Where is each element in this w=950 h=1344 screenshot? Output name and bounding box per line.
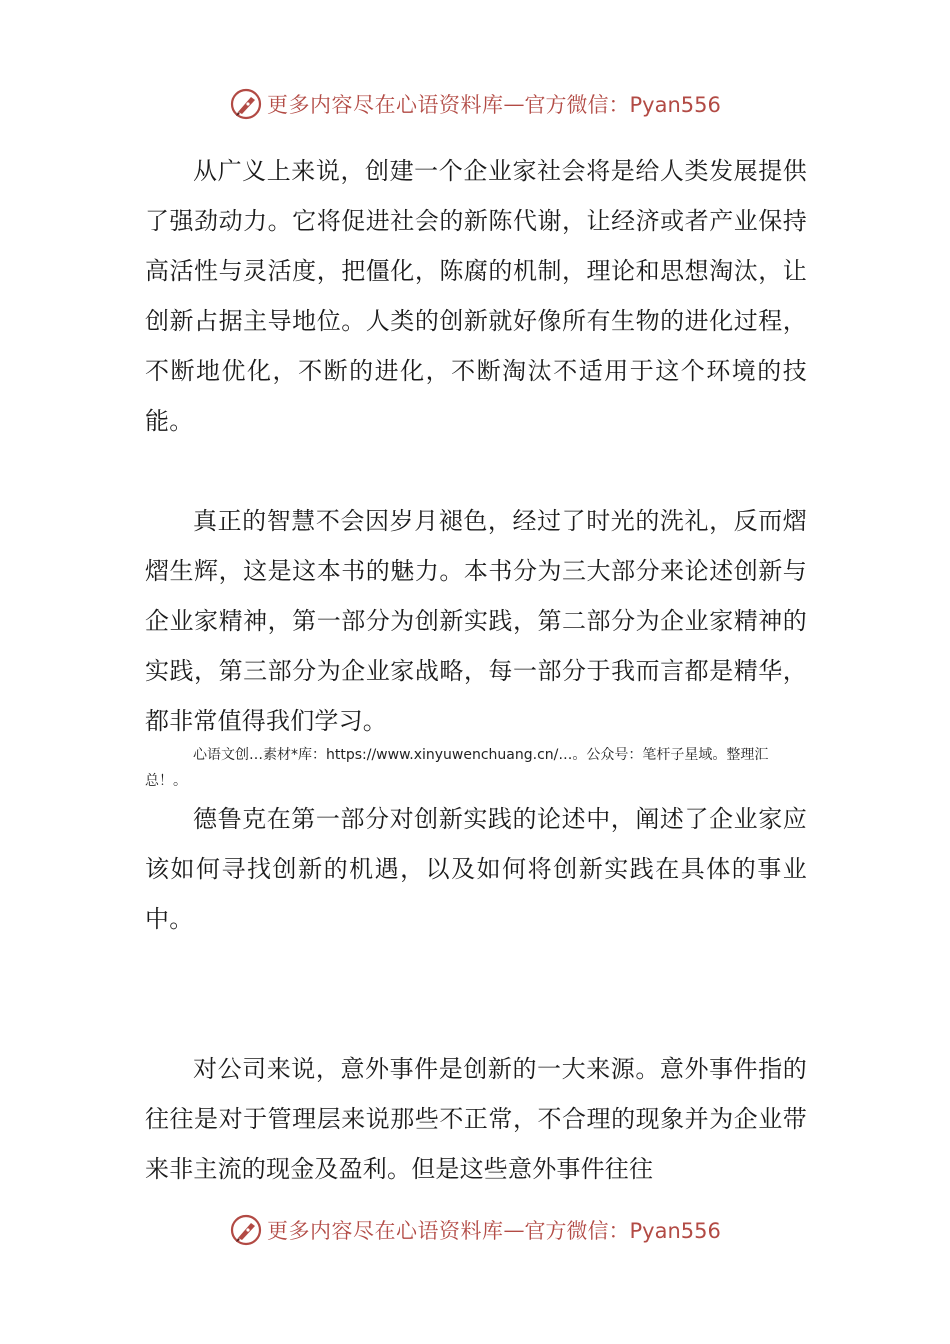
pen-nib-circle-icon — [229, 87, 263, 121]
banner-separator: — — [503, 1218, 525, 1242]
banner-wechat-text: 官方微信：Pyan556 — [524, 1219, 721, 1243]
banner-wechat-text: 官方微信：Pyan556 — [524, 93, 721, 117]
banner-brand-text: 更多内容尽在心语资料库 — [267, 1219, 504, 1243]
pen-nib-circle-icon — [229, 1213, 263, 1247]
body-paragraph: 从广义上来说，创建一个企业家社会将是给人类发展提供了强劲动力。它将促进社会的新陈代谢，让经济或者产业保持高活性与灵活度，把僵化，陈腐的机制，理论和思想淘汰，让创新占据主导地位。人类的创新就好像所有生物的进化过程，不断地优化，不断的进化，不断淘汰不适用于这个环境的技能。 — [145, 157, 807, 435]
source-note: 心语文创…素材*库：https://www.xinyuwenchuang.cn/…。公众号：笔杆子星域。整理汇总！。 — [145, 747, 769, 789]
body-paragraph: 真正的智慧不会因岁月褪色，经过了时光的洗礼，反而熠熠生辉，这是这本书的魅力。本书分为三大部分来论述创新与企业家精神，第一部分为创新实践，第二部分为企业家精神的实践，第三部分为企业家战略，每一部分于我而言都是精华，都非常值得我们学习。 — [145, 507, 807, 735]
banner-brand-text: 更多内容尽在心语资料库 — [267, 93, 504, 117]
header-banner — [229, 84, 721, 124]
body-paragraph: 德鲁克在第一部分对创新实践的论述中，阐述了企业家应该如何寻找创新的机遇，以及如何将创新实践在具体的事业中。 — [145, 805, 807, 933]
banner-separator: — — [503, 92, 525, 116]
footer-banner — [229, 1210, 721, 1250]
body-paragraph: 对公司来说，意外事件是创新的一大来源。意外事件指的往往是对于管理层来说那些不正常，不合理的现象并为企业带来非主流的现金及盈利。但是这些意外事件往往 — [145, 1055, 807, 1183]
